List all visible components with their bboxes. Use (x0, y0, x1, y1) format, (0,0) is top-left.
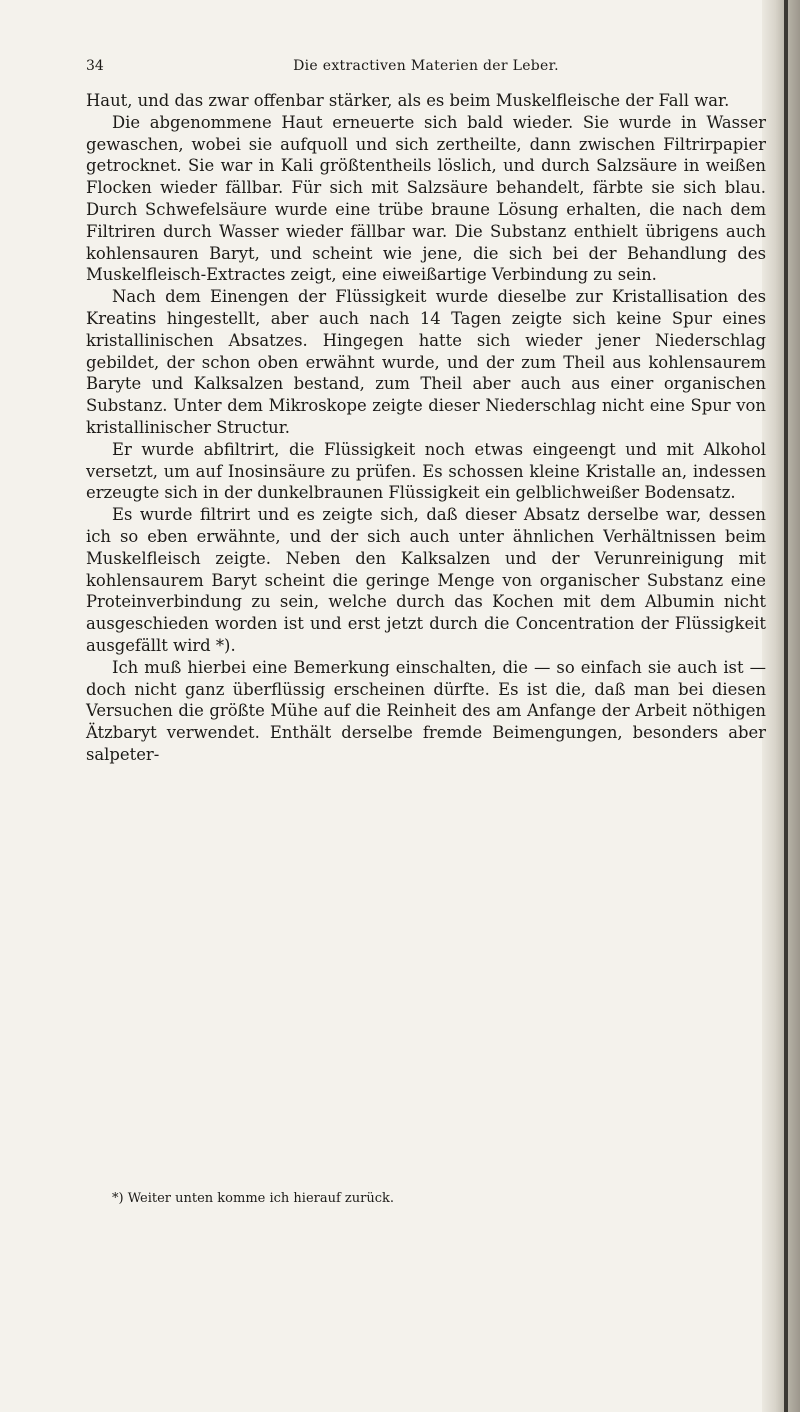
paragraph: Nach dem Einengen der Flüssigkeit wurde dieselbe zur Kristallisation des Kreatins hingestellt, aber auch nach 14 Tagen zeigte sich keine Spur eines kristallinischen Absatzes. Hingegen hatte sich wieder jener Niederschlag gebildet, der schon oben erwähnt wurde, und der zum Theil aus kohlensaurem Baryte und Kalksalzen bestand, zum Theil aber auch aus einer organischen Substanz. Unter dem Mikroskope zeigte dieser Niederschlag nicht eine Spur von kristallinischer Structur. (86, 287, 766, 437)
running-title: Die extractiven Materien der Leber. (293, 58, 559, 74)
paragraph: Ich muß hierbei eine Bemerkung einschalten, die — so einfach sie auch ist — doch nicht ganz überflüssig erscheinen dürfte. Es ist die, daß man bei diesen Versuchen die größte Mühe auf die Reinheit des am Anfange der Arbeit nöthigen Ätzbaryt verwendet. Enthält derselbe fremde Beimengungen, besonders aber salpeter- (86, 657, 766, 764)
footnote: *) Weiter unten komme ich hierauf zurück. (112, 1191, 395, 1206)
page-edge-shadow (762, 0, 800, 1412)
running-header (86, 58, 766, 84)
paragraph: Haut, und das zwar offenbar stärker, als es beim Muskelfleische der Fall war. (86, 91, 730, 110)
binding-edge (784, 0, 788, 1412)
paragraph: Es wurde filtrirt und es zeigte sich, daß dieser Absatz derselbe war, dessen ich so eben erwähnte, und der sich auch unter ähnlichen Verhältnissen beim Muskelfleisch zeigte. Neben den Kalksalzen und der Verunreinigung mit kohlensaurem Baryt scheint die geringe Menge von organischer Substanz eine Proteinverbindung zu sein, welche durch das Kochen mit dem Albumin nicht ausgeschieden worden ist und erst jetzt durch die Concentration der Flüssigkeit ausgefällt wird *). (86, 505, 766, 655)
paragraph: Er wurde abfiltrirt, die Flüssigkeit noch etwas eingeengt und mit Alkohol versetzt, um auf Inosinsäure zu prüfen. Es schossen kleine Kristalle an, indessen erzeugte sich in der dunkelbraunen Flüssigkeit ein gelblichweißer Bodensatz. (86, 439, 766, 503)
body-text (86, 90, 766, 766)
paragraph: Die abgenommene Haut erneuerte sich bald wieder. Sie wurde in Wasser gewaschen, wobei sie aufquoll und sich zertheilte, dann zwischen Filtrirpapier getrocknet. Sie war in Kali größtentheils löslich, und durch Salzsäure in weißen Flocken wieder fällbar. Für sich mit Salzsäure behandelt, färbte sie sich blau. Durch Schwefelsäure wurde eine trübe braune Lösung erhalten, die nach dem Filtriren durch Wasser wieder fällbar war. Die Substanz enthielt übrigens auch kohlensauren Baryt, und scheint wie jene, die sich bei der Behandlung des Muskelfleisch-Extractes zeigt, eine eiweißartige Verbindung zu sein. (86, 112, 766, 285)
page-number: 34 (86, 58, 104, 74)
